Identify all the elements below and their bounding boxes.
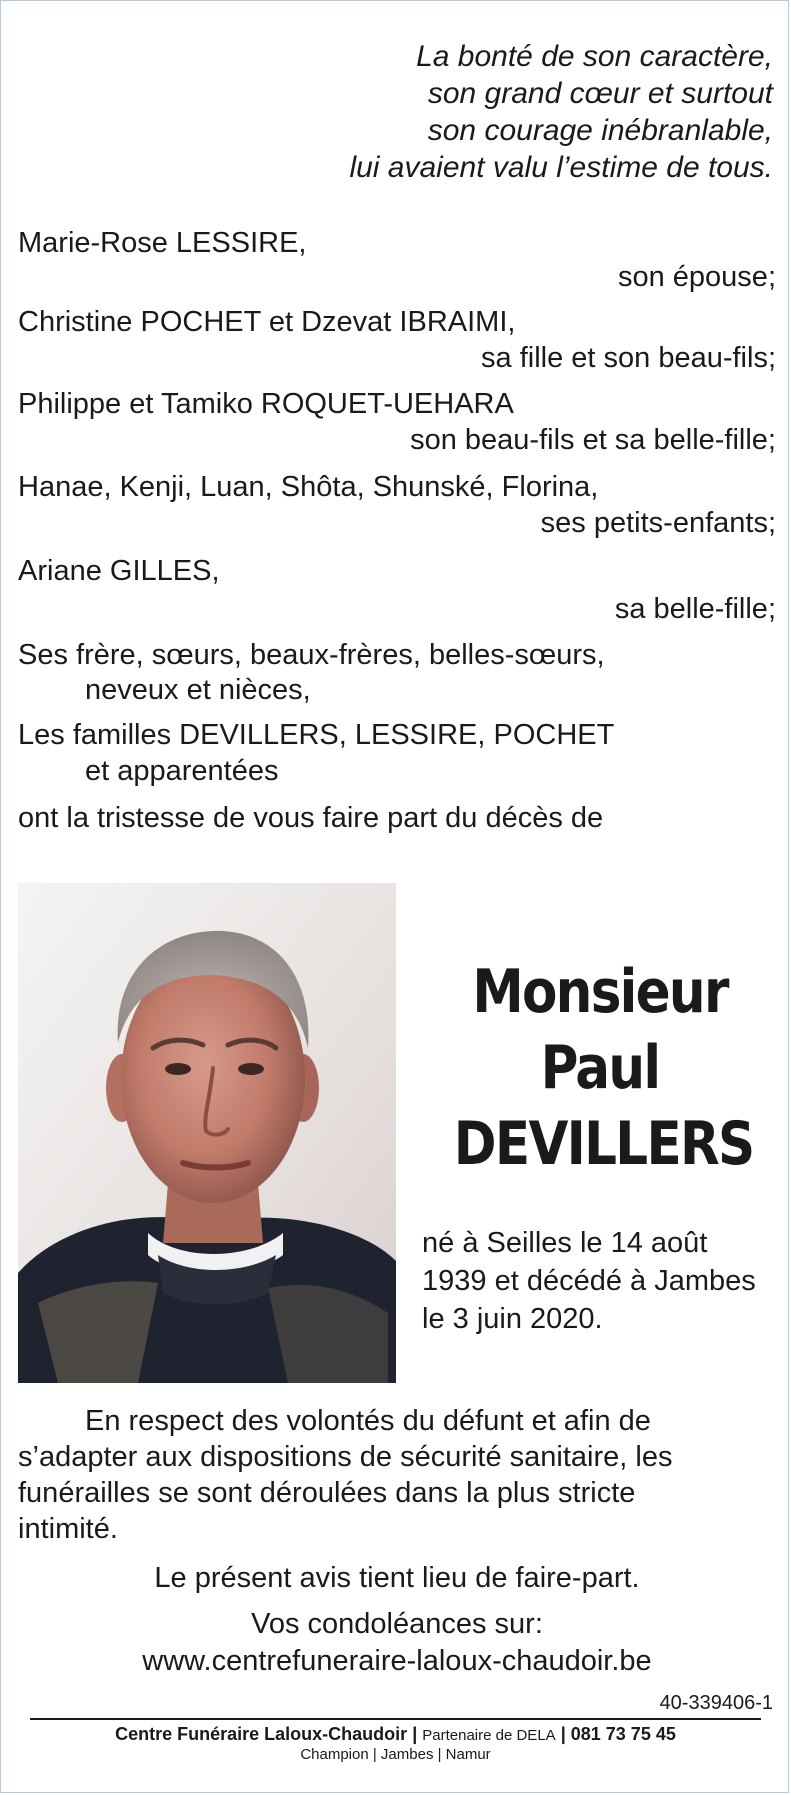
deceased-last-name: DEVILLERS	[453, 1109, 754, 1179]
funeral-home-name: Centre Funéraire Laloux-Chaudoir	[115, 1724, 408, 1744]
relatives-line: Les familles DEVILLERS, LESSIRE, POCHET	[18, 719, 615, 751]
birth-death-dates	[422, 1224, 774, 1338]
family-member-relation: sa belle-fille;	[614, 593, 776, 625]
relatives-continuation: et apparentées	[85, 755, 279, 787]
deceased-first-name: Paul	[540, 1033, 660, 1103]
family-member-relation: sa fille et son beau-fils;	[481, 342, 776, 374]
dates-line: le 3 juin 2020.	[422, 1303, 603, 1335]
poem-line: lui avaient valu l’estime de tous.	[349, 151, 773, 184]
poem-line: son courage inébranlable,	[427, 114, 773, 147]
epitaph-poem	[173, 38, 773, 186]
relatives-line: Ses frère, sœurs, beaux-frères, belles-sœurs,	[18, 639, 605, 671]
family-member-name: Marie-Rose LESSIRE,	[18, 227, 307, 259]
family-member-name: Hanae, Kenji, Luan, Shôta, Shunské, Florina,	[18, 471, 599, 503]
poem-line: La bonté de son caractère,	[416, 40, 773, 73]
family-member-relation: son beau-fils et sa belle-fille;	[410, 424, 776, 456]
partner-text: Partenaire de DELA	[422, 1727, 556, 1744]
phone-number: 081 73 75 45	[570, 1724, 676, 1744]
family-member-name: Christine POCHET et Dzevat IBRAIMI,	[18, 306, 516, 338]
reference-number: 40-339406-1	[659, 1692, 773, 1714]
funeral-home-locations: Champion | Jambes | Namur	[300, 1746, 491, 1763]
paragraph-line: En respect des volontés du défunt et afin de	[85, 1405, 651, 1437]
paragraph-line: funérailles se sont déroulées dans la plus stricte	[18, 1477, 636, 1509]
poem-line: son grand cœur et surtout	[427, 77, 773, 110]
condolences-label: Vos condoléances sur:	[251, 1608, 543, 1640]
deceased-title: Monsieur	[472, 957, 728, 1027]
condolences-url[interactable]: www.centrefuneraire-laloux-chaudoir.be	[142, 1645, 652, 1677]
family-member-relation: son épouse;	[617, 261, 776, 293]
family-member-name: Ariane GILLES,	[18, 555, 220, 587]
family-member-relation: ses petits-enfants;	[540, 507, 776, 539]
funeral-notice-paragraph	[18, 1403, 776, 1547]
announcement-text: ont la tristesse de vous faire part du décès de	[18, 802, 604, 834]
paragraph-line: intimité.	[18, 1513, 118, 1545]
footer-divider	[30, 1718, 761, 1720]
notice-text: Le présent avis tient lieu de faire-part.	[154, 1562, 640, 1594]
dates-line: né à Seilles le 14 août	[422, 1227, 708, 1259]
relatives-continuation: neveux et nièces,	[85, 674, 311, 706]
dates-line: 1939 et décédé à Jambes	[422, 1265, 756, 1297]
footer-separator: |	[560, 1724, 566, 1744]
paragraph-line: s’adapter aux dispositions de sécurité sanitaire, les	[18, 1441, 673, 1473]
portrait-photo	[18, 883, 396, 1383]
footer-separator: |	[412, 1724, 418, 1744]
family-member-name: Philippe et Tamiko ROQUET-UEHARA	[18, 388, 514, 420]
